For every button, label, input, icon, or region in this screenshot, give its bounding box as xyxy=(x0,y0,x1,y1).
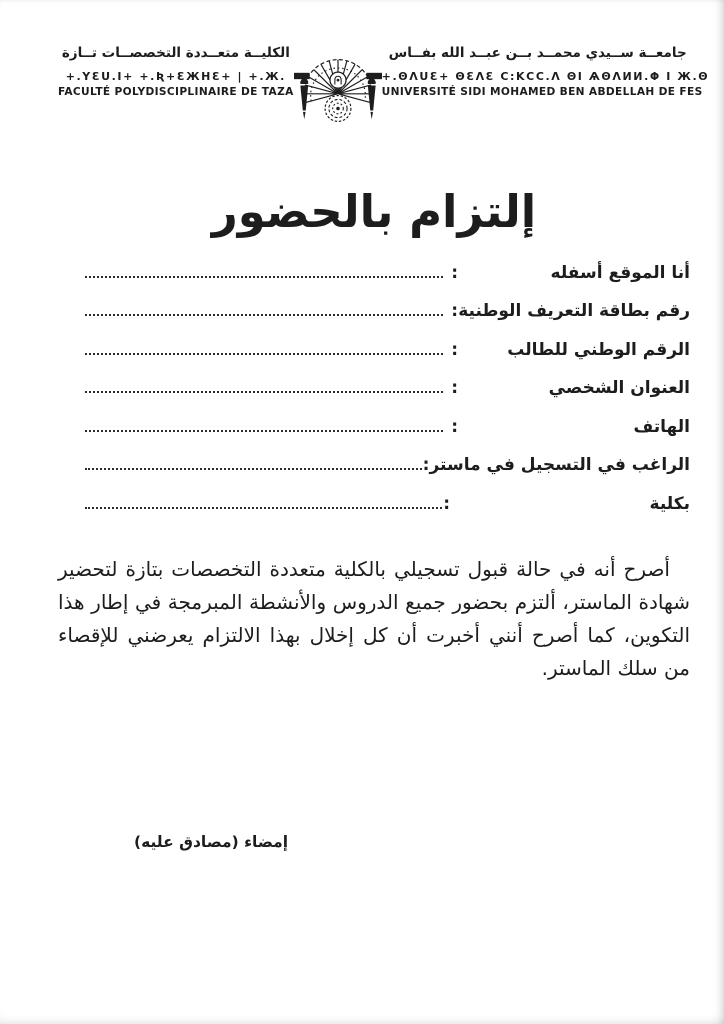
faculty-name-tifinagh: +.YƐU.I+ +.Ʀ+ƐЖHƐ+ | +.Ж. xyxy=(65,69,286,83)
field-colon: : xyxy=(451,339,458,360)
field-colon: : xyxy=(443,493,450,514)
field-label: بكلية xyxy=(649,493,690,514)
field-colon: : xyxy=(451,262,458,283)
dotted-fill-line xyxy=(85,507,442,509)
university-name-arabic: جامعــة ســيدي محمــد بــن عبــد الله بفــاس xyxy=(388,45,687,61)
field-label: الرقم الوطني للطالب xyxy=(507,339,690,360)
field-label: رقم بطاقة التعريف الوطنية xyxy=(458,301,690,321)
dotted-fill-line xyxy=(85,430,443,432)
form-field-row-faculty xyxy=(85,480,690,519)
faculty-header-block xyxy=(58,40,294,97)
university-header-block xyxy=(381,40,710,98)
dotted-fill-line xyxy=(85,353,443,355)
letterhead xyxy=(58,40,710,137)
field-label: العنوان الشخصي xyxy=(548,378,690,398)
field-colon: : xyxy=(451,301,458,321)
form-field-row-address xyxy=(85,365,690,404)
dotted-fill-line xyxy=(85,391,443,393)
form-field-row-student-number xyxy=(85,326,690,365)
faculty-name-french: FACULTÉ POLYDISCIPLINAIRE DE TAZA xyxy=(58,85,294,98)
field-label: الهاتف xyxy=(633,416,690,437)
field-colon: : xyxy=(451,378,458,398)
form-field-row-national-id xyxy=(85,288,690,327)
form-field-row-undersigned xyxy=(85,249,690,288)
dotted-fill-line xyxy=(85,276,443,278)
form-field-row-master-program xyxy=(85,442,690,481)
document-title: إلتزام بالحضور xyxy=(211,185,537,238)
university-emblem-logo-icon xyxy=(294,40,382,137)
form-field-row-phone xyxy=(85,403,690,442)
university-name-tifinagh: +.ΘΛUƐ+ ΘƐΛƐ C:ΚCC.Λ ΘΙ ѦΘΛИИ.Φ Ι Ж.Θ xyxy=(381,69,710,83)
declaration-paragraph: أصرح أنه في حالة قبول تسجيلي بالكلية متعددة التخصصات بتازة لتحضير شهادة الماستر، ألتزم بحضور جميع الدروس والأنشطة المبرمجة في إطار هذا التكوين، كما أصرح أنني أخبرت أن كل إخلال بهذا الالتزام يعرضني للإقصاء من سلك الماستر. xyxy=(58,556,690,680)
field-colon: : xyxy=(451,416,458,437)
dotted-fill-line xyxy=(85,314,443,316)
signature-label: إمضاء (مصادق عليه) xyxy=(134,832,289,851)
faculty-name-arabic: الكليــة متعــددة التخصصــات تــازة xyxy=(61,45,290,61)
field-label: أنا الموقع أسفله xyxy=(550,262,690,283)
field-label: الراغب في التسجيل في ماستر xyxy=(429,455,690,475)
field-colon: : xyxy=(422,455,430,475)
form-fields xyxy=(58,249,690,519)
university-name-french: UNIVERSITÉ SIDI MOHAMED BEN ABDELLAH DE FES xyxy=(381,85,703,98)
dotted-fill-line xyxy=(85,468,422,470)
